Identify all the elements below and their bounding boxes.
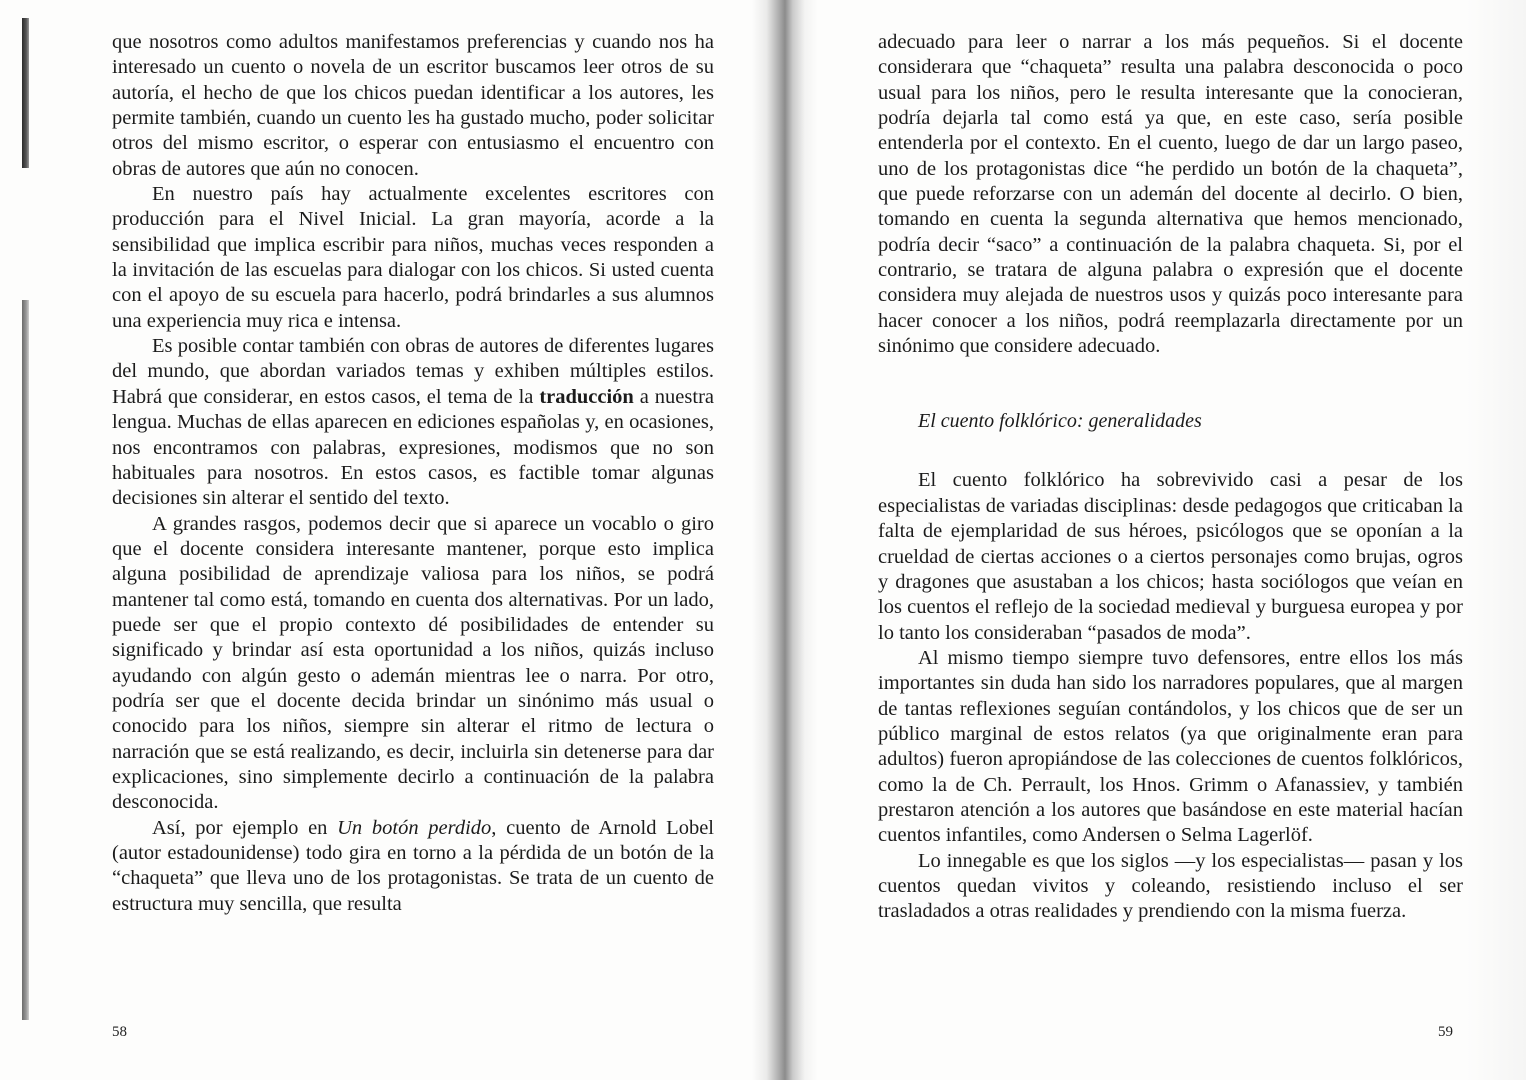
section-heading: El cuento folklórico: generalidades	[918, 410, 1202, 433]
text-run: , cuento de Arnold Lobel (autor estadounidense) todo gira en torno a la pérdida de un botón de la “chaqueta” que lleva uno de los protagonistas. Se trata de un cuento de estructura muy sencilla, que resulta	[112, 816, 714, 915]
paragraph: En nuestro país hay actualmente excelentes escritores con producción para el Nivel Inicial. La gran mayoría, acorde a la sensibilidad que implica escribir para niños, muchas veces responden a la invitación de las escuelas para dialogar con los chicos. Si usted cuenta con el apoyo de su escuela para hacerlo, podrá brindarles a sus alumnos una experiencia muy rica e intensa.	[112, 183, 714, 332]
page-edge	[1466, 0, 1526, 1080]
bold-term: traducción	[539, 385, 634, 408]
paragraph: A grandes rasgos, podemos decir que si aparece un vocablo o giro que el docente considera interesante mantener, porque esto implica alguna posibilidad de aprendizaje valiosa para los niños, se podrá mantener tal como está, tomando en cuenta dos alternativas. Por un lado, puede ser que el propio contexto dé posibilidades de entender su significado y brindar así esta oportunidad a los niños, quizás incluso ayudando con algún gesto o ademán mientras lee o narra. Por otro, podría ser que el docente decida brindar un sinónimo más usual o conocido para los niños, siempre sin alterar el ritmo de lectura o narración que se está realizando, es decir, incluirla sin detenerse para dar explicaciones, sino simplemente decirlo a continuación de la palabra desconocida.	[112, 512, 714, 814]
page-number-left: 58	[112, 1024, 127, 1040]
right-page	[878, 30, 1463, 925]
paragraph: El cuento folklórico ha sobrevivido casi a pesar de los especialistas de variadas disciplinas: desde pedagogos que criticaban la falta de ejemplaridad de sus héroes, psicólogos que se oponían a la crueldad de ciertas acciones o a ciertos personajes como brujas, ogros y dragones que asustaban a los chicos; hasta sociólogos que veían en los cuentos el reflejo de la sociedad medieval y burguesa europea y por lo tanto los consideraban “pasados de moda”.	[878, 469, 1463, 644]
paragraph	[112, 334, 714, 511]
paragraph	[112, 816, 714, 917]
book-title: Un botón perdido	[337, 816, 492, 839]
book-gutter	[752, 0, 818, 1080]
paragraph: adecuado para leer o narrar a los más pequeños. Si el docente considerara que “chaqueta” resulta una palabra desconocida o poco usual para los niños, pero le resulta interesante que la conocieran, podría dejarla tal como está ya que, en este caso, sería posible entenderla por el contexto. En el cuento, luego de dar un largo paseo, uno de los protagonistas dice “he perdido un botón de la chaqueta”, que puede reforzarse con un ademán del docente al decirlo. O bien, tomando en cuenta la segunda alternativa que hemos mencionado, podría decir “saco” a continuación de la palabra chaqueta. Si, por el contrario, se tratara de alguna palabra o expresión que el docente considera muy alejada de nuestros usos y quizás poco interesante para hacer conocer a los niños, podrá reemplazarla directamente por un sinónimo que considere adecuado.	[878, 31, 1463, 358]
text-run: Es posible contar también con obras de autores de diferentes lugares del mundo, que abordan variados temas y exhiben múltiples estilos. Habrá que considerar, en estos casos, el tema de la	[112, 335, 714, 408]
left-page	[112, 30, 714, 917]
paragraph: Al mismo tiempo siempre tuvo defensores, entre ellos los más importantes sin duda han sido los narradores populares, que al margen de tantas reflexiones seguían contándolos, y los chicos que de ser un público marginal de estos relatos (ya que originalmente eran para adultos) fueron apropiándose de las colecciones de cuentos folklóricos, como la de Ch. Perrault, los Hnos. Grimm o Afanassiev, y también prestaron atención a los autores que basándose en este material hacían cuentos infantiles, como Andersen o Selma Lagerlöf.	[878, 646, 1463, 847]
paragraph: Lo innegable es que los siglos —y los especialistas— pasan y los cuentos quedan vivitos y coleando, resistiendo incluso el ser trasladados a otras realidades y prendiendo con la misma fuerza.	[878, 849, 1463, 923]
scan-edge-artifact	[22, 300, 29, 1020]
text-run: a nuestra lengua. Muchas de ellas aparecen en ediciones españolas y, en ocasiones, nos encontramos con palabras, expresiones, modismos que no son habituales para nosotros. En estos casos, es factible tomar algunas decisiones sin alterar el sentido del texto.	[112, 385, 714, 510]
text-run: Así, por ejemplo en	[152, 816, 338, 839]
page-number-right: 59	[1438, 1024, 1453, 1040]
paragraph: que nosotros como adultos manifestamos preferencias y cuando nos ha interesado un cuento o novela de un escritor buscamos leer otros de su autoría, el hecho de que los chicos puedan identificar a los autores, les permite también, cuando un cuento les ha gustado mucho, poder solicitar otros del mismo escritor, o esperar con entusiasmo el encuentro con obras de autores que aún no conocen.	[112, 31, 714, 180]
scan-edge-artifact	[22, 18, 29, 168]
